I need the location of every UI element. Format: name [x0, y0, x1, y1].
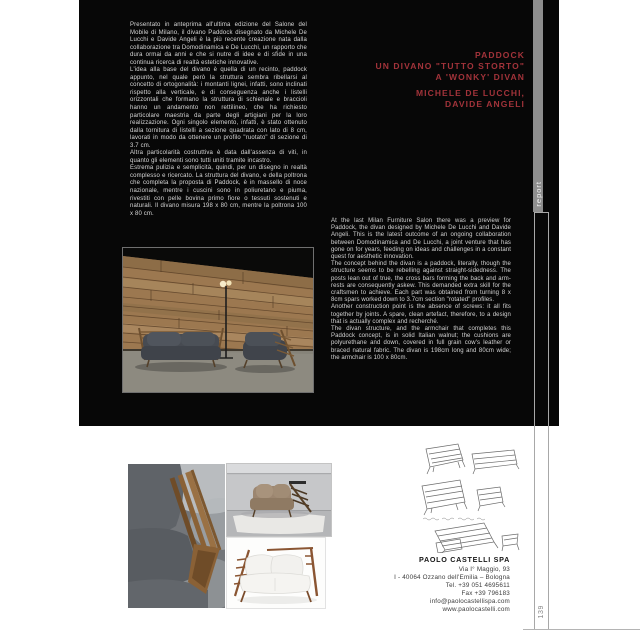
page-number: 139: [538, 605, 545, 619]
headline-product: PADDOCK: [474, 50, 525, 60]
section-tab-report: [533, 0, 543, 212]
article-it-paragraph: Altra particolarità costruttiva è data dall'assenza di viti, in quanto gli elementi sono tutti uniti tramite incastro.: [130, 150, 307, 164]
publisher-contact-block: [330, 555, 510, 615]
article-english: [331, 218, 511, 362]
publisher-website: www.paolocastelli.com: [442, 606, 510, 614]
article-en-paragraph: At the last Milan Furniture Salon there was a preview for Paddock, the divan designed by Michele De Lucchi and Davide Angeli. This is the latest outcome of an ongoing collaboration between Domodinamica and De Lucchi, a joint venture that has gone on for years, feeding on ideas and challenges in a constant quest for aesthetic innovation.: [331, 218, 511, 261]
article-en-paragraph: The concept behind the divan is a paddock, literally, though the structure seems to be rebelling against straight-sidedness. The posts lean out of true, the cross bars forming the back and arm-rests are consequently askew. This demanded extra skill for the craftsmen to achieve. Each part was obtained from turning 8 x 8cm spars worked down to 3.7cm section "rotated" profiles.: [331, 261, 511, 304]
publisher-address-street: Via I° Maggio, 93: [458, 566, 510, 573]
photo-white-sofa: [226, 537, 326, 609]
page-edge-shadow: [523, 629, 640, 630]
publisher-fax: Fax +39 796183: [461, 590, 510, 598]
section-tab-label: report: [533, 181, 543, 207]
publisher-phone: Tel. +39 051 4695611: [445, 582, 510, 590]
headline-author-2: DAVIDE ANGELI: [445, 98, 525, 109]
article-it-paragraph: Estrema pulizia e semplicità, quindi, per un disegno in realtà complesso e ricercato. La struttura del divano, e della poltrona che completa la proposta di Paddock, è in massello di noce nazionale, mentre i cuscini sono in poliuretano e piuma, rivestiti con pelle bovina primo fiore o tessuti sostenuti e naturali. Il divano misura 198 x 80 cm, mentre la poltrona 100 x 80 cm.: [130, 165, 307, 217]
photo-showroom-wood-wall: [122, 247, 314, 393]
article-italian: [130, 22, 307, 218]
photo-frame-detail: [128, 464, 225, 608]
article-en-paragraph: Another construction point is the absence of screws: it all fits together by joints. A spare, clean artefact, therefore, to a design that is actually complex and recherché.: [331, 304, 511, 325]
headline-subtitle-it: UN DIVANO "TUTTO STORTO": [375, 61, 525, 72]
design-sketches: [420, 441, 523, 553]
article-it-paragraph: L'idea alla base del divano è quella di un recinto, paddock appunto, nel quale però la struttura sembra ribellarsi al concetto di ortogonalità: i montanti lignei, infatti, sono inclinati rispetto alla verticale, e di conseguenza anche i listelli orizzontali che formano la struttura di schienale e braccioli hanno un andamento non rettilineo, che ha richiesto particolare maestria da parte degli artigiani per la loro realizzazione. Ogni singolo elemento, infatti, è stato ottenuto dalla tornitura di listelli a sezione quadrata con lato di 8 cm, lavorati in modo da ottenere un profilo "ruotato" di sezione di 3.7 cm.: [130, 67, 307, 149]
margin-rule: [534, 212, 549, 630]
article-it-paragraph: Presentato in anteprima all'ultima edizione del Salone del Mobile di Milano, il divano Paddock disegnato da Michele De Lucchi e Davide Angeli è la più recente creazione nata dalla collaborazione tra Domodinamica e De Lucchi, un rapporto che dura ormai da anni e che si nutre di idee e di sfide in una continua ricerca di realtà estetiche innovative.: [130, 22, 307, 66]
photo-sofa-in-room: [226, 463, 332, 537]
publisher-name: PAOLO CASTELLI SPA: [419, 555, 510, 564]
publisher-email: info@paolocastellispa.com: [430, 598, 510, 606]
article-en-paragraph: The divan structure, and the armchair that completes this Paddock concept, is in solid Italian walnut; the cushions are polyurethane and down, covered in full grain cow's leather or braced natural fabric. The divan is 198cm long and 80cm wide; the armchair is 100 x 80cm.: [331, 326, 511, 361]
headline-subtitle-en: A 'WONKY' DIVAN: [435, 72, 525, 83]
article-headline: [340, 50, 525, 110]
headline-author-1: MICHELE DE LUCCHI,: [415, 87, 525, 98]
publisher-address-city: I - 40064 Ozzano dell'Emilia – Bologna: [394, 574, 510, 582]
